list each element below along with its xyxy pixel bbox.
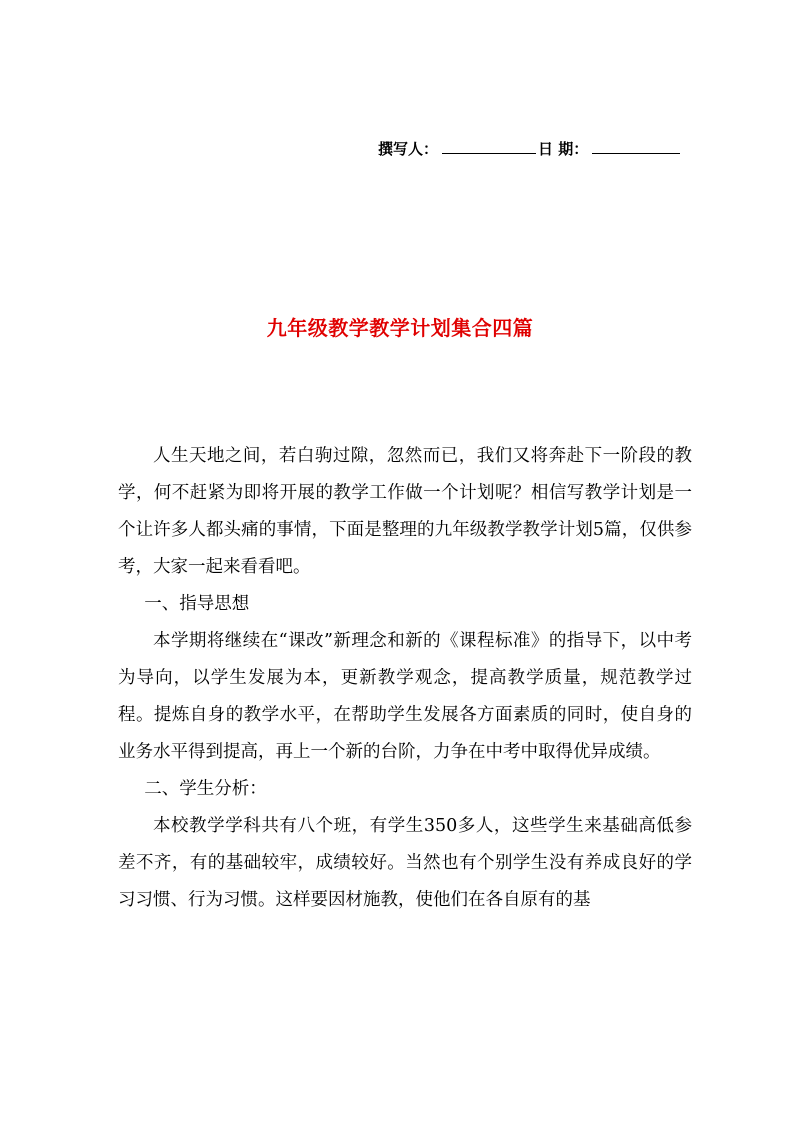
author-blank (442, 139, 536, 154)
author-date-line (378, 138, 688, 160)
date-label: 日 期： (538, 140, 589, 158)
date-blank (592, 139, 680, 154)
document-title: 九年级教学教学计划集合四篇 (266, 316, 534, 340)
intro-paragraph: 人生天地之间，若白驹过隙，忽然而已，我们又将奔赴下一阶段的教学，何不赶紧为即将开展的教学工作做一个计划呢？相信写教学计划是一个让许多人都头痛的事情，下面是整理的九年级教学教学计划5篇，仅供参考，大家一起来看看吧。 (118, 446, 692, 577)
section-heading-guiding-thought: 一、指导思想 (144, 594, 250, 614)
section-heading-student-analysis: 二、学生分析： (144, 779, 267, 799)
section-paragraph-student-analysis: 本校教学学科共有八个班，有学生350多人，这些学生来基础高低参差不齐，有的基础较牢，成绩较好。当然也有个别学生没有养成良好的学习习惯、行为习惯。这样要因材施教，使他们在各自原有的基 (118, 816, 692, 910)
section-paragraph-guiding-thought: 本学期将继续在“课改”新理念和新的《课程标准》的指导下，以中考为导向，以学生发展为本，更新教学观念，提高教学质量，规范教学过程。提炼自身的教学水平，在帮助学生发展各方面素质的同时，使自身的业务水平得到提高，再上一个新的台阶，力争在中考中取得优异成绩。 (118, 631, 692, 762)
author-label: 撰写人： (378, 140, 439, 158)
document-body (118, 438, 692, 919)
